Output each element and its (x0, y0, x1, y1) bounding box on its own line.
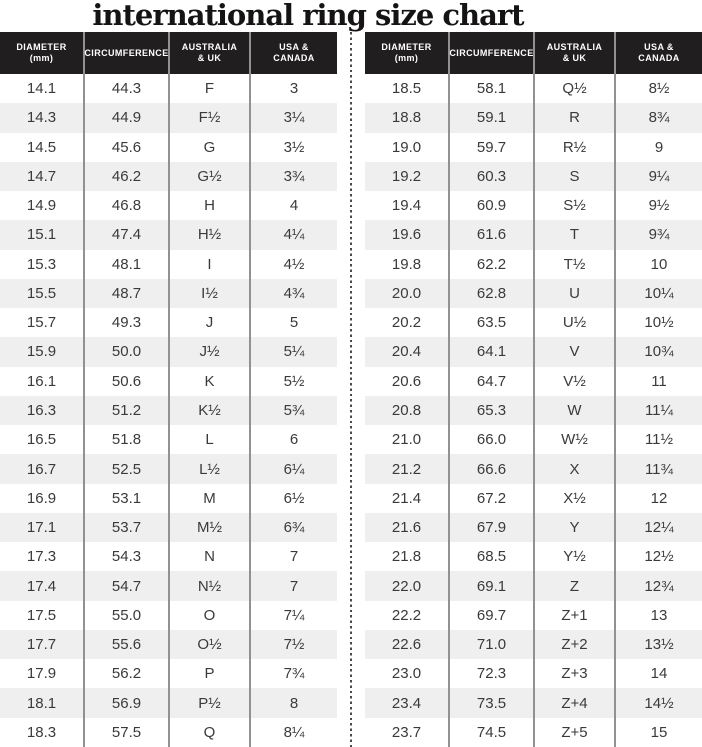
table-cell: U (535, 279, 614, 308)
table-cell: 17.9 (0, 659, 83, 688)
table-cell: T½ (535, 250, 614, 279)
table-cell: N (170, 542, 249, 571)
table-cell: 8 (251, 688, 337, 717)
table-cell: L½ (170, 454, 249, 483)
table-cell: 47.4 (85, 220, 168, 249)
table-cell: 74.5 (450, 718, 533, 747)
table-cell: 51.2 (85, 396, 168, 425)
table-cell: Y (535, 513, 614, 542)
table-cell: 3½ (251, 133, 337, 162)
table-cell: Q½ (535, 74, 614, 103)
table-cell: 22.2 (365, 601, 448, 630)
column-header: AUSTRALIA & UK (535, 32, 614, 74)
table-cell: 14.5 (0, 133, 83, 162)
table-cell: 67.9 (450, 513, 533, 542)
ring-size-table-right (365, 32, 702, 747)
table-cell: 14½ (616, 688, 702, 717)
table-cell: 21.8 (365, 542, 448, 571)
table-cell: Z (535, 571, 614, 600)
table-cell: 23.4 (365, 688, 448, 717)
table-cell: 20.2 (365, 308, 448, 337)
table-cell: 55.6 (85, 630, 168, 659)
table-cell: 14.9 (0, 191, 83, 220)
column-header: CIRCUMFERENCE (450, 32, 533, 74)
table-cell: O (170, 601, 249, 630)
table-cell: 6½ (251, 484, 337, 513)
table-cell: O½ (170, 630, 249, 659)
table-cell: 4¼ (251, 220, 337, 249)
table-cell: 20.4 (365, 337, 448, 366)
table-cell: 67.2 (450, 484, 533, 513)
table-cell: M½ (170, 513, 249, 542)
table-cell: 66.0 (450, 425, 533, 454)
table-cell: 51.8 (85, 425, 168, 454)
table-cell: 19.4 (365, 191, 448, 220)
table-cell: Z+1 (535, 601, 614, 630)
table-divider (337, 32, 365, 747)
table-cell: 59.7 (450, 133, 533, 162)
table-cell: 56.9 (85, 688, 168, 717)
table-cell: I (170, 250, 249, 279)
table-cell: 21.4 (365, 484, 448, 513)
table-cell: 60.9 (450, 191, 533, 220)
table-cell: 12½ (616, 542, 702, 571)
table-cell: 12¼ (616, 513, 702, 542)
column-header: AUSTRALIA & UK (170, 32, 249, 74)
table-cell: 20.8 (365, 396, 448, 425)
table-cell: 19.6 (365, 220, 448, 249)
table-cell: 8¼ (251, 718, 337, 747)
table-cell: K (170, 367, 249, 396)
table-cell: 15.7 (0, 308, 83, 337)
table-cell: 5¾ (251, 396, 337, 425)
table-cell: 5¼ (251, 337, 337, 366)
table-cell: L (170, 425, 249, 454)
table-cell: U½ (535, 308, 614, 337)
table-cell: 9¼ (616, 162, 702, 191)
column-header: USA & CANADA (616, 32, 702, 74)
table-cell: J½ (170, 337, 249, 366)
table-cell: 60.3 (450, 162, 533, 191)
table-cell: 10½ (616, 308, 702, 337)
table-cell: G (170, 133, 249, 162)
table-cell: 6 (251, 425, 337, 454)
table-cell: 44.9 (85, 103, 168, 132)
table-cell: I½ (170, 279, 249, 308)
table-cell: 6¾ (251, 513, 337, 542)
table-cell: 22.6 (365, 630, 448, 659)
table-cell: 65.3 (450, 396, 533, 425)
table-cell: 15 (616, 718, 702, 747)
table-cell: 55.0 (85, 601, 168, 630)
table-cell: 14.3 (0, 103, 83, 132)
table-cell: 11¾ (616, 454, 702, 483)
table-cell: 59.1 (450, 103, 533, 132)
table-cell: 61.6 (450, 220, 533, 249)
table-cell: 3 (251, 74, 337, 103)
table-cell: 54.3 (85, 542, 168, 571)
table-cell: 15.5 (0, 279, 83, 308)
table-cell: Z+5 (535, 718, 614, 747)
table-cell: R (535, 103, 614, 132)
table-cell: 66.6 (450, 454, 533, 483)
table-cell: T (535, 220, 614, 249)
table-cell: 18.8 (365, 103, 448, 132)
table-cell: 50.0 (85, 337, 168, 366)
table-cell: 45.6 (85, 133, 168, 162)
table-cell: 69.7 (450, 601, 533, 630)
table-cell: 53.1 (85, 484, 168, 513)
table-cell: F½ (170, 103, 249, 132)
table-cell: 10¾ (616, 337, 702, 366)
table-cell: Z+2 (535, 630, 614, 659)
table-cell: 10 (616, 250, 702, 279)
table-cell: 50.6 (85, 367, 168, 396)
table-cell: 16.3 (0, 396, 83, 425)
table-cell: 7¾ (251, 659, 337, 688)
tables-container (0, 32, 702, 747)
table-cell: 64.1 (450, 337, 533, 366)
table-cell: 46.2 (85, 162, 168, 191)
table-cell: S (535, 162, 614, 191)
table-cell: 14.7 (0, 162, 83, 191)
table-cell: 19.8 (365, 250, 448, 279)
table-cell: 68.5 (450, 542, 533, 571)
table-cell: 4½ (251, 250, 337, 279)
table-cell: P½ (170, 688, 249, 717)
table-cell: 44.3 (85, 74, 168, 103)
column-header: DIAMETER (mm) (365, 32, 448, 74)
table-cell: Q (170, 718, 249, 747)
table-cell: H½ (170, 220, 249, 249)
table-cell: 53.7 (85, 513, 168, 542)
table-cell: 7¼ (251, 601, 337, 630)
table-cell: W (535, 396, 614, 425)
table-cell: 7 (251, 542, 337, 571)
table-cell: 52.5 (85, 454, 168, 483)
table-cell: X (535, 454, 614, 483)
table-cell: 62.8 (450, 279, 533, 308)
table-cell: 19.0 (365, 133, 448, 162)
table-cell: 8¾ (616, 103, 702, 132)
table-cell: 7 (251, 571, 337, 600)
table-cell: 3¼ (251, 103, 337, 132)
table-cell: Z+4 (535, 688, 614, 717)
table-cell: 21.0 (365, 425, 448, 454)
table-cell: 9¾ (616, 220, 702, 249)
table-cell: 15.1 (0, 220, 83, 249)
table-cell: 63.5 (450, 308, 533, 337)
table-cell: 22.0 (365, 571, 448, 600)
dotted-line (350, 32, 353, 747)
table-cell: 23.0 (365, 659, 448, 688)
table-cell: 13 (616, 601, 702, 630)
table-cell: 16.5 (0, 425, 83, 454)
table-cell: 23.7 (365, 718, 448, 747)
table-cell: 5½ (251, 367, 337, 396)
table-cell: 10¼ (616, 279, 702, 308)
table-cell: K½ (170, 396, 249, 425)
table-cell: 71.0 (450, 630, 533, 659)
table-cell: 11 (616, 367, 702, 396)
table-cell: 18.5 (365, 74, 448, 103)
table-cell: S½ (535, 191, 614, 220)
table-cell: 49.3 (85, 308, 168, 337)
table-cell: 16.9 (0, 484, 83, 513)
table-cell: 20.0 (365, 279, 448, 308)
table-cell: 17.3 (0, 542, 83, 571)
table-cell: 16.1 (0, 367, 83, 396)
table-cell: 48.1 (85, 250, 168, 279)
column-header: USA & CANADA (251, 32, 337, 74)
table-cell: 20.6 (365, 367, 448, 396)
table-cell: 6¼ (251, 454, 337, 483)
table-cell: V½ (535, 367, 614, 396)
table-cell: 13½ (616, 630, 702, 659)
table-cell: 9 (616, 133, 702, 162)
table-cell: 21.2 (365, 454, 448, 483)
table-cell: 73.5 (450, 688, 533, 717)
table-cell: 17.4 (0, 571, 83, 600)
table-cell: 17.5 (0, 601, 83, 630)
table-cell: 4 (251, 191, 337, 220)
table-cell: G½ (170, 162, 249, 191)
table-cell: 15.9 (0, 337, 83, 366)
table-cell: 18.3 (0, 718, 83, 747)
table-cell: 69.1 (450, 571, 533, 600)
table-cell: 14 (616, 659, 702, 688)
table-cell: 56.2 (85, 659, 168, 688)
table-cell: R½ (535, 133, 614, 162)
table-cell: P (170, 659, 249, 688)
column-header: CIRCUMFERENCE (85, 32, 168, 74)
table-cell: 12¾ (616, 571, 702, 600)
table-cell: 4¾ (251, 279, 337, 308)
table-cell: 16.7 (0, 454, 83, 483)
table-cell: 9½ (616, 191, 702, 220)
table-cell: Y½ (535, 542, 614, 571)
table-cell: J (170, 308, 249, 337)
table-cell: 5 (251, 308, 337, 337)
table-cell: 3¾ (251, 162, 337, 191)
table-cell: H (170, 191, 249, 220)
table-cell: 58.1 (450, 74, 533, 103)
table-cell: 12 (616, 484, 702, 513)
table-cell: 48.7 (85, 279, 168, 308)
table-cell: 17.7 (0, 630, 83, 659)
table-cell: M (170, 484, 249, 513)
table-cell: 18.1 (0, 688, 83, 717)
table-cell: W½ (535, 425, 614, 454)
table-cell: 14.1 (0, 74, 83, 103)
table-cell: Z+3 (535, 659, 614, 688)
page-title: international ring size chart (92, 0, 524, 32)
table-cell: 19.2 (365, 162, 448, 191)
table-cell: 15.3 (0, 250, 83, 279)
table-cell: 54.7 (85, 571, 168, 600)
table-cell: 11½ (616, 425, 702, 454)
table-cell: 21.6 (365, 513, 448, 542)
table-cell: 64.7 (450, 367, 533, 396)
ring-size-table-left (0, 32, 337, 747)
table-cell: 62.2 (450, 250, 533, 279)
table-cell: F (170, 74, 249, 103)
table-cell: 11¼ (616, 396, 702, 425)
table-cell: 7½ (251, 630, 337, 659)
table-cell: 72.3 (450, 659, 533, 688)
column-header: DIAMETER (mm) (0, 32, 83, 74)
table-cell: 8½ (616, 74, 702, 103)
table-cell: 57.5 (85, 718, 168, 747)
table-cell: X½ (535, 484, 614, 513)
table-cell: N½ (170, 571, 249, 600)
table-cell: 46.8 (85, 191, 168, 220)
table-cell: 17.1 (0, 513, 83, 542)
table-cell: V (535, 337, 614, 366)
